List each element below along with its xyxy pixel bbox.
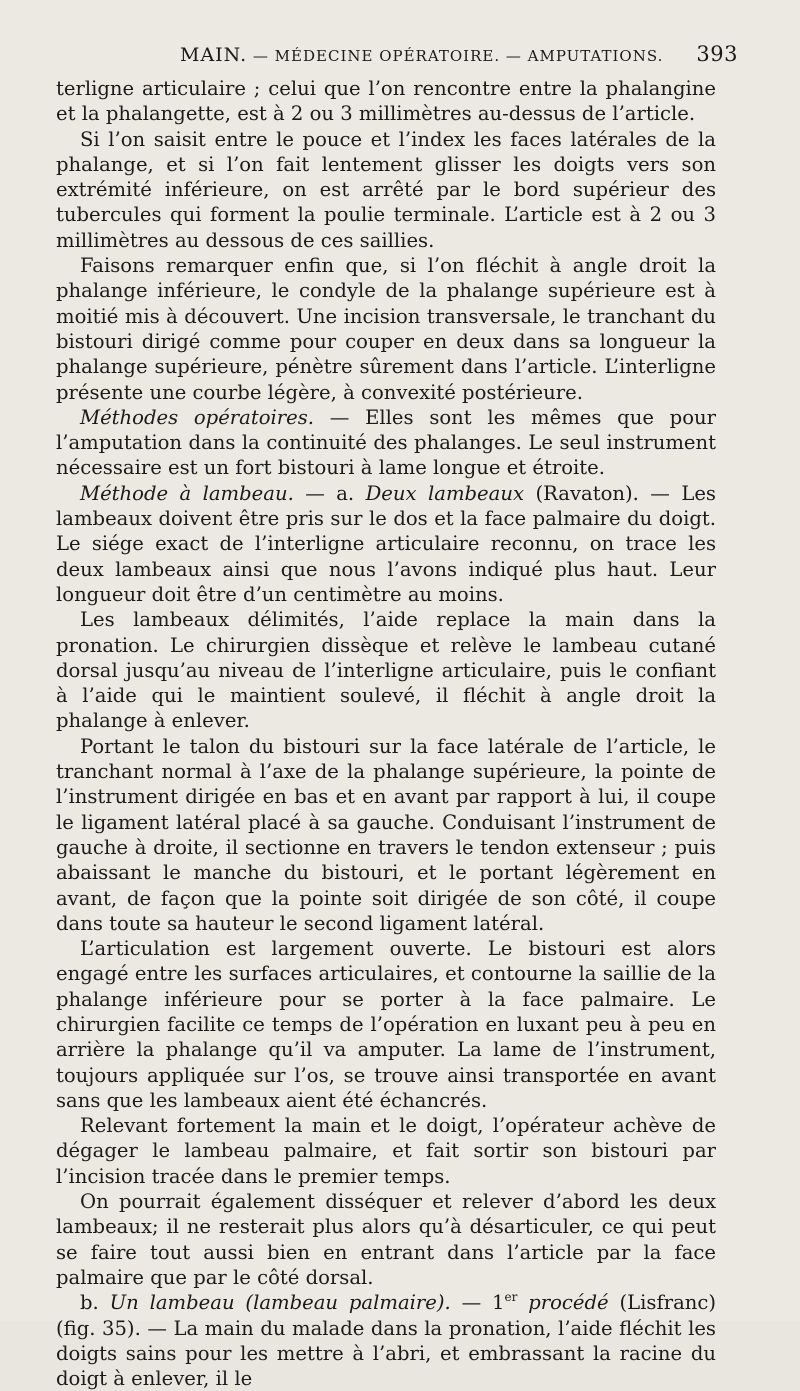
- running-header: [0, 38, 800, 68]
- running-title-lead: MAIN.: [180, 44, 248, 66]
- running-title: [180, 44, 663, 66]
- paragraph-methode-a-lambeau: [56, 481, 716, 607]
- section-heading-italic: Un lambeau (lambeau palmaire).: [109, 1291, 451, 1315]
- paragraph-text: Faisons remarquer enfin que, si l’on fléchit à angle droit la phalange inférieure, le condyle de la phalange supérieure est à moitié mis à découvert. Une incision transversale, le tranchant du bistouri dirigé comme pour couper en deux dans sa longueur la phalange supérieure, pénètre sûrement dans l’article. L’interligne présente une courbe légère, à convexité postérieure.: [56, 254, 716, 404]
- paragraph-text: terligne articulaire ; celui que l’on rencontre entre la phalangine et la phalangette, est à 2 ou 3 millimètres au-dessus de l’article.: [56, 77, 716, 126]
- ordinal-superscript: er: [504, 1290, 518, 1305]
- subheading-italic: Deux lambeaux: [365, 481, 525, 505]
- paragraph-text: Relevant fortement la main et le doigt, l’opérateur achève de dégager le lambeau palmaire, et fait sortir son bistouri par l’incision tracée dans le premier temps.: [56, 1114, 716, 1188]
- body-text: [56, 76, 716, 1391]
- subheading-italic: procédé: [517, 1291, 609, 1315]
- paragraph-text: (Ravaton). — Les lambeaux doivent être pris sur le dos et la face palmaire du doigt. Le siége exact de l’interligne articulaire reconnu, on trace les deux lambeaux ainsi que nous l’avons indiqué plus haut. Leur longueur doit être d’un centimètre au moins.: [56, 481, 716, 606]
- paragraph-2: [56, 127, 716, 253]
- paragraph-text: On pourrait également disséquer et relever d’abord les deux lambeaux; il ne resterait plus alors qu’à désarticuler, ce qui peut se faire tout aussi bien en entrant dans l’article par la face palmaire que par le côté dorsal.: [56, 1190, 716, 1289]
- paragraph-7: [56, 734, 716, 936]
- paragraph-text: Les lambeaux délimités, l’aide replace la main dans la pronation. Le chirurgien dissèque et relève le lambeau cutané dorsal jusqu’au niveau de l’interligne articulaire, puis le confiant à l’aide qui le maintient soulevé, il fléchit à angle droit la phalange à enlever.: [56, 608, 716, 733]
- paragraph-text: Portant le talon du bistouri sur la face latérale de l’article, le tranchant normal à l’axe de la phalange supérieure, la pointe de l’instrument dirigée en bas et en avant par rapport à lui, il coupe le ligament latéral placé à sa gauche. Conduisant l’instrument de gauche à droite, il sectionne en travers le tendon extenseur ; puis abaissant le manche du bistouri, et le portant légèrement en avant, de façon que la pointe soit dirigée de son côté, il coupe dans toute sa hauteur le second ligament latéral.: [56, 734, 716, 935]
- paragraph-1: [56, 76, 716, 127]
- section-heading-italic: Méthodes opératoires.: [80, 405, 315, 429]
- paragraph-text: Si l’on saisit entre le pouce et l’index les faces latérales de la phalange, et si l’on fait lentement glisser les doigts vers son extrémité inférieure, on est arrêté par le bord supérieur des tubercules qui forment la poulie terminale. L’article est à 2 ou 3 millimètres au dessous de ces saillies.: [56, 127, 716, 252]
- paragraph-un-lambeau: [56, 1290, 716, 1391]
- section-heading-italic: Méthode à lambeau.: [80, 481, 294, 505]
- paragraph-text: — Elles sont les mêmes que pour l’amputation dans la continuité des phalanges. Le seul instrument nécessaire est un fort bistouri à lame longue et étroite.: [56, 405, 716, 480]
- paragraph-methodes-operatoires: [56, 405, 716, 481]
- page-number: 393: [696, 42, 738, 66]
- paragraph-9: [56, 1113, 716, 1189]
- paragraph-8: [56, 936, 716, 1113]
- paragraph-6: [56, 607, 716, 733]
- paragraph-10: [56, 1189, 716, 1290]
- paragraph-text: (Lisfranc) (fig. 35). — La main du malade dans la pronation, l’aide fléchit les doigts sains pour les mettre à l’abri, et embrassant la racine du doigt à enlever, il le: [56, 1291, 716, 1391]
- running-title-rest: — MÉDECINE OPÉRATOIRE. — AMPUTATIONS.: [247, 47, 664, 65]
- paragraph-text: — 1: [450, 1291, 505, 1315]
- paragraph-text: L’articulation est largement ouverte. Le bistouri est alors engagé entre les surfaces articulaires, et contourne la saillie de la phalange inférieure pour se porter à la face palmaire. Le chirurgien facilite ce temps de l’opération en luxant peu à peu en arrière la phalange qu’il va amputer. La lame de l’instrument, toujours appliquée sur l’os, se trouve ainsi transportée en avant sans que les lambeaux aient été échancrés.: [56, 937, 716, 1112]
- paragraph-text: — a.: [293, 481, 366, 505]
- paragraph-3: [56, 253, 716, 405]
- paragraph-text: b.: [80, 1291, 110, 1315]
